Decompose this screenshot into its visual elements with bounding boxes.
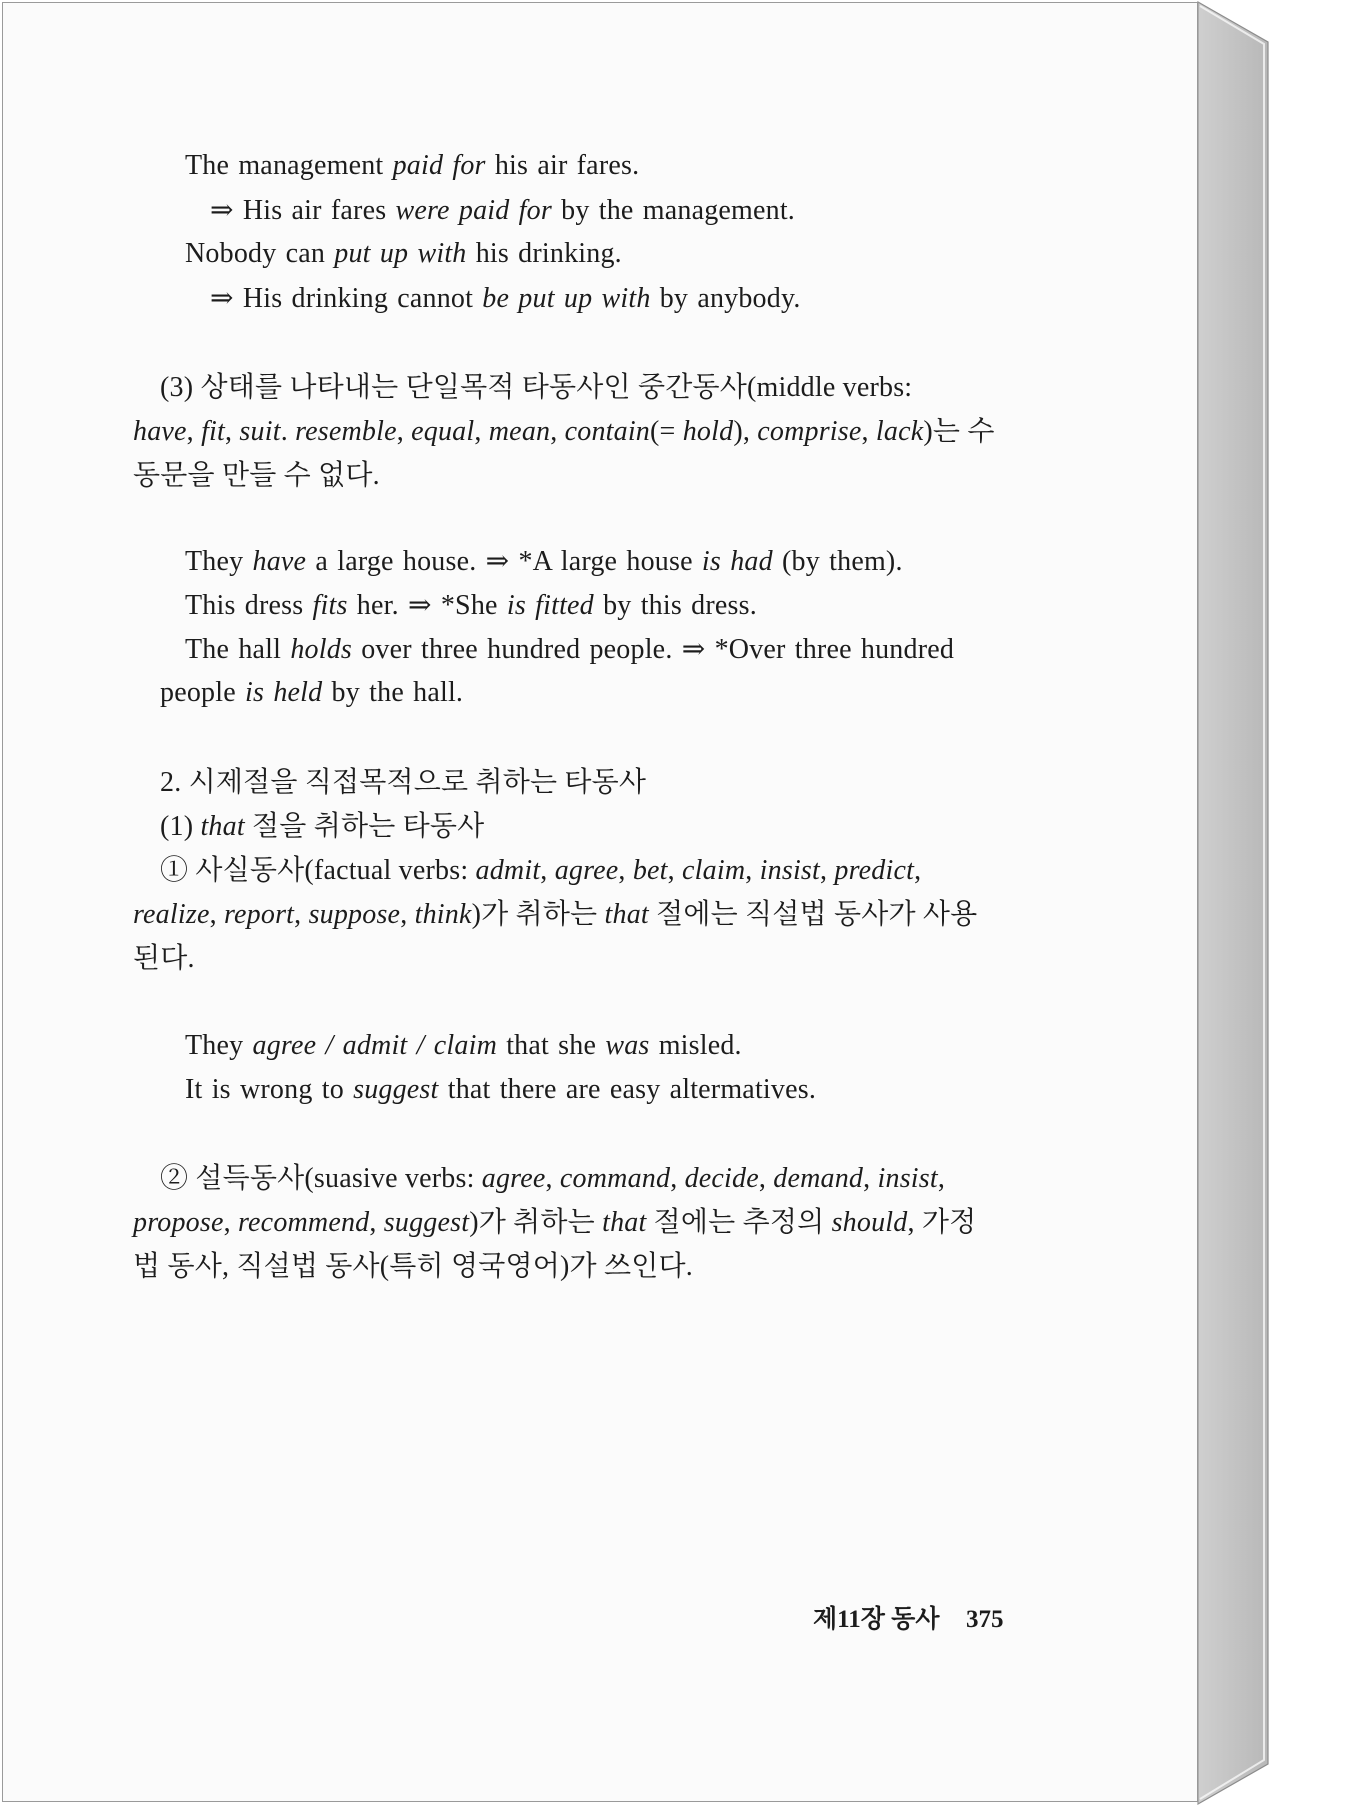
paragraph-line: ① 사실동사(factual verbs: admit, agree, bet, claim, insist, predict, (160, 855, 922, 886)
paragraph-line: propose, recommend, suggest)가 취하는 that 절에는 추정의 should, 가정 (133, 1207, 977, 1238)
example-line: ⇒ His drinking cannot be put up with by anybody. (210, 283, 801, 314)
paragraph-line: realize, report, suppose, think)가 취하는 that 절에는 직설법 동사가 사용 (133, 899, 978, 930)
example-line: It is wrong to suggest that there are easy altermatives. (185, 1074, 817, 1105)
paragraph-line: (3) 상태를 나타내는 단일목적 타동사인 중간동사(middle verbs: (160, 372, 913, 403)
paragraph-line: 동문을 만들 수 없다. (133, 460, 380, 491)
book-page (2, 2, 1198, 1802)
subsection-heading: (1) that 절을 취하는 타동사 (160, 811, 485, 842)
example-line: The hall holds over three hundred people. ⇒ *Over three hundred (185, 634, 955, 665)
section-heading: 2. 시제절을 직접목적으로 취하는 타동사 (160, 767, 647, 798)
example-line: This dress fits her. ⇒ *She is fitted by this dress. (185, 590, 757, 621)
page-number: 375 (965, 1606, 1004, 1633)
example-line: They have a large house. ⇒ *A large house is had (by them). (185, 546, 903, 577)
example-line: people is held by the hall. (160, 677, 464, 708)
example-line: ⇒ His air fares were paid for by the management. (210, 195, 796, 226)
example-line: Nobody can put up with his drinking. (185, 238, 622, 269)
paragraph-line: 된다. (133, 943, 195, 974)
paragraph-line: ② 설득동사(suasive verbs: agree, command, decide, demand, insist, (160, 1163, 946, 1194)
example-line: They agree / admit / claim that she was misled. (185, 1030, 742, 1061)
paragraph-line: 법 동사, 직설법 동사(특히 영국영어)가 쓰인다. (133, 1251, 693, 1282)
paragraph-line: have, fit, suit. resemble, equal, mean, contain(= hold), comprise, lack)는 수 (133, 416, 995, 447)
page-footer (813, 1599, 1003, 1635)
example-line: The management paid for his air fares. (185, 150, 640, 181)
chapter-label: 제11장 동사 (813, 1606, 940, 1633)
